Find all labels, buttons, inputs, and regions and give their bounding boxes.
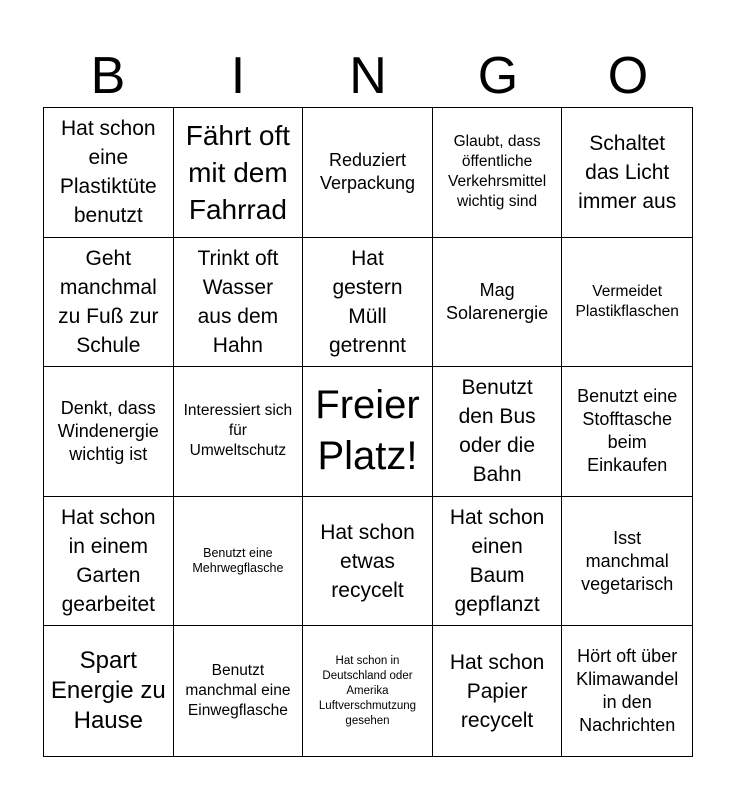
- bingo-cell[interactable]: [44, 238, 174, 368]
- header-letter-b: B: [90, 47, 126, 105]
- cell-text: Spart Energie zu Hause: [50, 647, 166, 735]
- cell-text: Hat schon Papier recycelt: [449, 650, 545, 732]
- cell-text: Hat gestern Müll getrennt: [328, 246, 407, 357]
- bingo-grid: [43, 107, 693, 757]
- cell-text: Isst manchmal vegetarisch: [581, 527, 674, 594]
- bingo-cell[interactable]: [44, 367, 174, 497]
- cell-text: Hat schon in Deutschland oder Amerika Luftverschmutzung gesehen: [318, 654, 417, 727]
- cell-text: Benutzt eine Mehrwegflasche: [192, 546, 284, 576]
- header-letter-o: O: [607, 47, 649, 105]
- cell-text: Hat schon etwas recycelt: [320, 520, 415, 602]
- bingo-cell[interactable]: [562, 367, 692, 497]
- cell-text: Interessiert sich für Umweltschutz: [183, 402, 293, 460]
- bingo-cell[interactable]: [433, 238, 563, 368]
- bingo-cell[interactable]: [433, 497, 563, 627]
- cell-text: Reduziert Verpackung: [319, 150, 416, 194]
- bingo-cell[interactable]: [433, 108, 563, 238]
- bingo-cell[interactable]: [562, 238, 692, 368]
- cell-text: Hat schon einen Baum gepflanzt: [449, 506, 545, 617]
- header-letter-g: G: [477, 47, 519, 105]
- bingo-cell[interactable]: [303, 497, 433, 627]
- bingo-cell[interactable]: [303, 626, 433, 756]
- free-space-cell[interactable]: [303, 367, 433, 497]
- cell-text: Hat schon eine Plastiktüte benutzt: [59, 117, 157, 228]
- bingo-cell[interactable]: [433, 367, 563, 497]
- cell-text: Glaubt, dass öffentliche Verkehrsmittel wichtig sind: [447, 133, 547, 211]
- cell-text: Schaltet das Licht immer aus: [578, 131, 677, 213]
- bingo-cell[interactable]: [174, 238, 304, 368]
- bingo-cell[interactable]: [562, 626, 692, 756]
- cell-text: Trinkt oft Wasser aus dem Hahn: [197, 246, 279, 357]
- cell-text: Benutzt manchmal eine Einwegflasche: [185, 662, 291, 720]
- bingo-header: [43, 45, 693, 107]
- cell-text: Benutzt eine Stofftasche beim Einkaufen: [577, 386, 678, 476]
- bingo-cell[interactable]: [174, 108, 304, 238]
- cell-text: Mag Solarenergie: [446, 279, 549, 323]
- free-space-text: Freier Platz!: [315, 383, 420, 479]
- bingo-cell[interactable]: [44, 626, 174, 756]
- cell-text: Vermeidet Plastikflaschen: [575, 282, 679, 320]
- header-letter-n: N: [349, 47, 387, 105]
- cell-text: Benutzt den Bus oder die Bahn: [458, 376, 536, 487]
- bingo-cell[interactable]: [303, 238, 433, 368]
- cell-text: Hat schon in einem Garten gearbeitet: [61, 506, 156, 617]
- bingo-cell[interactable]: [562, 108, 692, 238]
- bingo-cell[interactable]: [562, 497, 692, 627]
- bingo-cell[interactable]: [44, 497, 174, 627]
- bingo-cell[interactable]: [303, 108, 433, 238]
- bingo-cell[interactable]: [174, 626, 304, 756]
- cell-text: Hört oft über Klimawandel in den Nachrichten: [576, 646, 679, 736]
- cell-text: Geht manchmal zu Fuß zur Schule: [58, 246, 159, 357]
- cell-text: Fährt oft mit dem Fahrrad: [185, 119, 291, 225]
- cell-text: Denkt, dass Windenergie wichtig ist: [57, 397, 159, 464]
- bingo-cell[interactable]: [174, 497, 304, 627]
- bingo-cell[interactable]: [174, 367, 304, 497]
- bingo-cell[interactable]: [433, 626, 563, 756]
- bingo-cell[interactable]: [44, 108, 174, 238]
- header-letter-i: I: [230, 47, 246, 105]
